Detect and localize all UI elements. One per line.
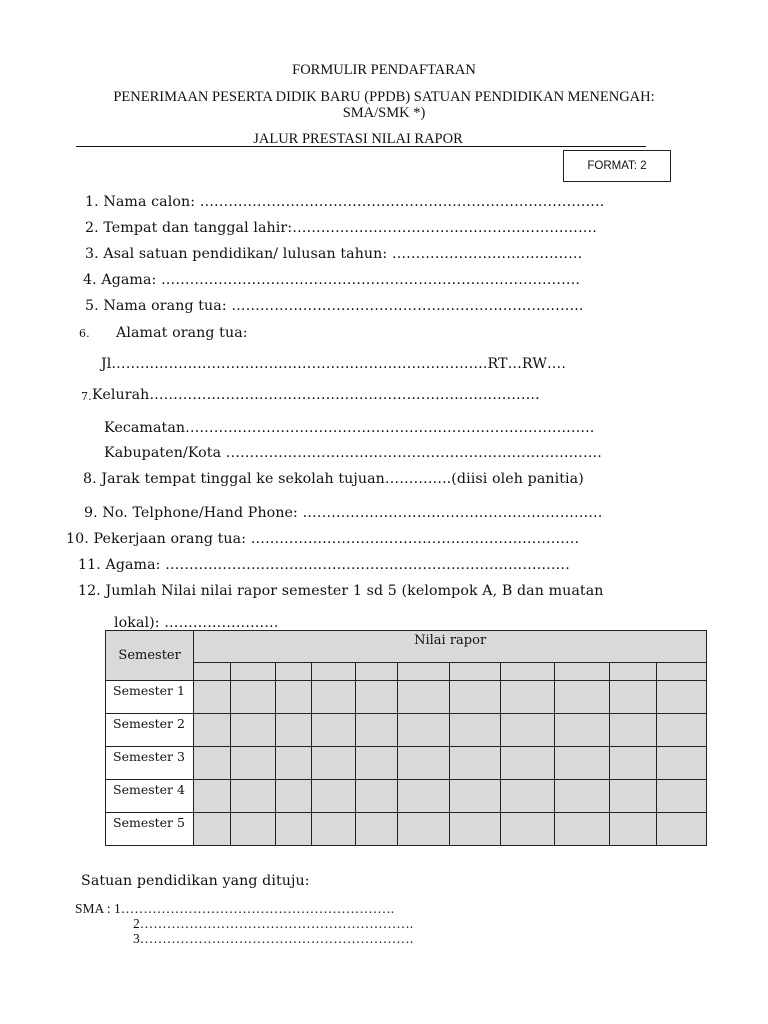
nilai-cell[interactable] bbox=[275, 780, 311, 813]
nilai-cell[interactable] bbox=[355, 681, 397, 714]
nilai-cell[interactable] bbox=[231, 714, 275, 747]
nilai-cell[interactable] bbox=[194, 681, 231, 714]
semester-label: Semester 5 bbox=[106, 813, 194, 846]
subject-header-cell bbox=[555, 663, 609, 681]
nilai-cell[interactable] bbox=[609, 747, 656, 780]
nilai-cell[interactable] bbox=[450, 747, 501, 780]
nilai-cell[interactable] bbox=[397, 747, 449, 780]
field-kelurahan-number: 7. bbox=[81, 390, 92, 403]
subject-header-cell bbox=[275, 663, 311, 681]
nilai-cell[interactable] bbox=[311, 780, 355, 813]
nilai-cell[interactable] bbox=[194, 780, 231, 813]
field-jarak-tempat-tinggal: 8. Jarak tempat tinggal ke sekolah tujuan…………..(diisi oleh panitia) bbox=[83, 471, 584, 487]
format-badge: FORMAT: 2 bbox=[563, 150, 671, 182]
nilai-cell[interactable] bbox=[501, 747, 555, 780]
field-pekerjaan-orang-tua: 10. Pekerjaan orang tua: …………………………………………………………… bbox=[66, 531, 580, 547]
nilai-cell[interactable] bbox=[609, 714, 656, 747]
nilai-cell[interactable] bbox=[275, 681, 311, 714]
nilai-cell[interactable] bbox=[609, 780, 656, 813]
field-telephone: 9. No. Telphone/Hand Phone: ……………………………………………………… bbox=[84, 505, 603, 521]
subject-header-cell bbox=[501, 663, 555, 681]
field-agama: 4. Agama: ……………………………………………………………………………. bbox=[83, 272, 580, 288]
sma-choice-2: 2……………………………………………………. bbox=[133, 916, 414, 931]
satuan-pendidikan-label: Satuan pendidikan yang dituju: bbox=[81, 873, 310, 889]
nilai-cell[interactable] bbox=[194, 813, 231, 846]
field-tempat-tanggal-lahir: 2. Tempat dan tanggal lahir:………………………………………………………. bbox=[85, 220, 597, 236]
nilai-cell[interactable] bbox=[609, 681, 656, 714]
nilai-cell[interactable] bbox=[194, 714, 231, 747]
form-track-title: JALUR PRESTASI NILAI RAPOR bbox=[253, 131, 463, 147]
nilai-cell[interactable] bbox=[609, 813, 656, 846]
table-row bbox=[106, 813, 707, 846]
nilai-cell[interactable] bbox=[656, 780, 706, 813]
sma-choice-1: SMA : 1……………………………………………………. bbox=[75, 901, 395, 916]
nilai-cell[interactable] bbox=[501, 813, 555, 846]
field-kabupaten-kota: Kabupaten/Kota ……………………………………………………………………. bbox=[104, 445, 602, 461]
nilai-cell[interactable] bbox=[501, 780, 555, 813]
nilai-cell[interactable] bbox=[311, 714, 355, 747]
field-alamat-orang-tua: Alamat orang tua: bbox=[116, 325, 248, 341]
nilai-cell[interactable] bbox=[275, 714, 311, 747]
nilai-cell[interactable] bbox=[231, 780, 275, 813]
nilai-cell[interactable] bbox=[311, 813, 355, 846]
field-jalan-rt-rw: Jl…………………………………………………………………….RT…RW…. bbox=[101, 356, 566, 372]
nilai-cell[interactable] bbox=[311, 747, 355, 780]
field-kecamatan: Kecamatan………………………………………………………………………….. bbox=[104, 420, 595, 436]
nilai-cell[interactable] bbox=[501, 714, 555, 747]
table-row bbox=[106, 747, 707, 780]
semester-label: Semester 4 bbox=[106, 780, 194, 813]
nilai-cell[interactable] bbox=[231, 747, 275, 780]
semester-label: Semester 3 bbox=[106, 747, 194, 780]
semester-column-header: Semester bbox=[106, 631, 194, 681]
nilai-cell[interactable] bbox=[355, 714, 397, 747]
nilai-cell[interactable] bbox=[656, 747, 706, 780]
nilai-cell[interactable] bbox=[555, 714, 609, 747]
nilai-cell[interactable] bbox=[656, 813, 706, 846]
nilai-cell[interactable] bbox=[275, 747, 311, 780]
nilai-cell[interactable] bbox=[656, 714, 706, 747]
field-alamat-number: 6. bbox=[79, 327, 90, 340]
nilai-cell[interactable] bbox=[450, 780, 501, 813]
semester-label: Semester 1 bbox=[106, 681, 194, 714]
subject-header-cell bbox=[355, 663, 397, 681]
nilai-cell[interactable] bbox=[397, 780, 449, 813]
form-subtitle-school-type: SMA/SMK *) bbox=[342, 105, 426, 121]
nilai-cell[interactable] bbox=[555, 747, 609, 780]
field-nama-calon: 1. Nama calon: …………………………………………………………………………. bbox=[85, 194, 605, 210]
field-agama-2: 11. Agama: …………………………………………………………………………. bbox=[78, 557, 570, 573]
subject-header-cell bbox=[231, 663, 275, 681]
nilai-cell[interactable] bbox=[194, 747, 231, 780]
nilai-cell[interactable] bbox=[450, 813, 501, 846]
nilai-cell[interactable] bbox=[555, 813, 609, 846]
nilai-cell[interactable] bbox=[555, 681, 609, 714]
nilai-cell[interactable] bbox=[397, 714, 449, 747]
nilai-cell[interactable] bbox=[355, 813, 397, 846]
nilai-cell[interactable] bbox=[397, 813, 449, 846]
field-asal-satuan-pendidikan: 3. Asal satuan pendidikan/ lulusan tahun: …………………………………. bbox=[85, 246, 583, 262]
nilai-cell[interactable] bbox=[355, 747, 397, 780]
nilai-cell[interactable] bbox=[397, 681, 449, 714]
subject-header-cell bbox=[397, 663, 449, 681]
nilai-cell[interactable] bbox=[656, 681, 706, 714]
nilai-cell[interactable] bbox=[231, 813, 275, 846]
form-subtitle: PENERIMAAN PESERTA DIDIK BARU (PPDB) SATUAN PENDIDIKAN MENENGAH: bbox=[113, 89, 655, 105]
field-jumlah-nilai-rapor-cont: lokal): …………………… bbox=[114, 615, 279, 631]
nilai-cell[interactable] bbox=[450, 681, 501, 714]
nilai-cell[interactable] bbox=[311, 681, 355, 714]
nilai-cell[interactable] bbox=[450, 714, 501, 747]
subject-header-cell bbox=[450, 663, 501, 681]
subject-header-cell bbox=[656, 663, 706, 681]
header-divider bbox=[76, 146, 646, 147]
subject-header-cell bbox=[194, 663, 231, 681]
table-row bbox=[106, 780, 707, 813]
nilai-cell[interactable] bbox=[275, 813, 311, 846]
nilai-cell[interactable] bbox=[555, 780, 609, 813]
nilai-cell[interactable] bbox=[355, 780, 397, 813]
subject-header-cell bbox=[311, 663, 355, 681]
sma-choice-3: 3……………………………………………………. bbox=[133, 931, 414, 946]
subject-header-cell bbox=[609, 663, 656, 681]
field-nama-orang-tua: 5. Nama orang tua: ……………………………………………………………….. bbox=[85, 298, 584, 314]
semester-label: Semester 2 bbox=[106, 714, 194, 747]
table-row bbox=[106, 714, 707, 747]
form-title: FORMULIR PENDAFTARAN bbox=[292, 62, 476, 78]
table-row bbox=[106, 681, 707, 714]
field-jumlah-nilai-rapor: 12. Jumlah Nilai nilai rapor semester 1 sd 5 (kelompok A, B dan muatan bbox=[78, 583, 604, 599]
nilai-rapor-header: Nilai rapor bbox=[194, 631, 707, 663]
nilai-rapor-table bbox=[105, 630, 707, 846]
field-kelurahan: Kelurah………………………………………………………………………. bbox=[92, 387, 540, 403]
nilai-cell[interactable] bbox=[231, 681, 275, 714]
nilai-cell[interactable] bbox=[501, 681, 555, 714]
